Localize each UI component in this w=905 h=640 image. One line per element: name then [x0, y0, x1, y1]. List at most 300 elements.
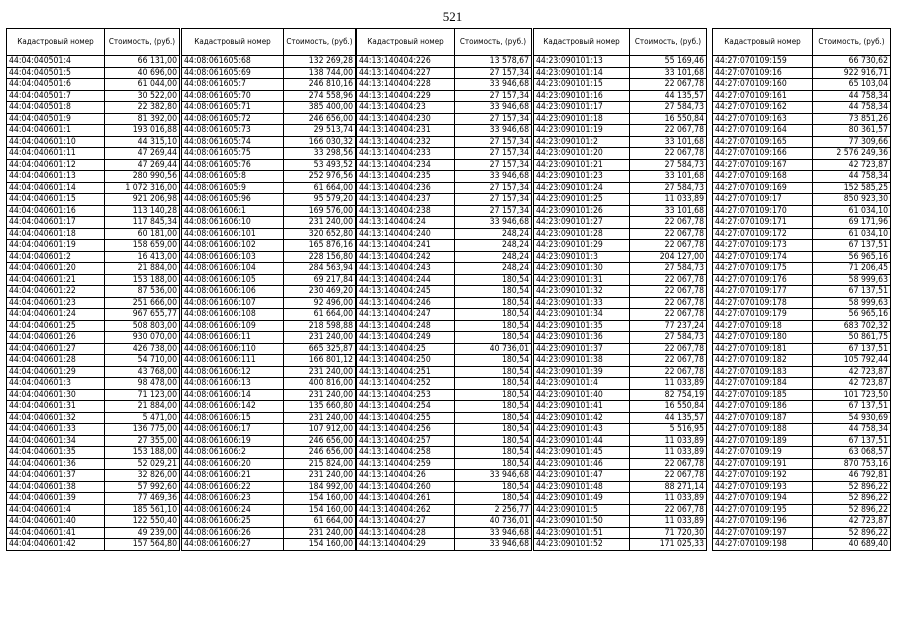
- cadastral-number-cell: 44:23:090101:48: [534, 481, 630, 493]
- cost-cell: 40 736,01: [455, 343, 532, 355]
- table-row: [7, 527, 180, 539]
- cost-cell: 922 916,71: [813, 67, 891, 79]
- table-row: [7, 332, 180, 344]
- cadastral-number-cell: 44:23:090101:51: [534, 527, 630, 539]
- header-cadastral-number: Кадастровый номер: [713, 29, 813, 56]
- cost-cell: 5 471,00: [105, 412, 180, 424]
- table-row: [357, 458, 532, 470]
- cost-cell: 22 067,78: [630, 309, 707, 321]
- cost-cell: 22 067,78: [630, 148, 707, 160]
- table-row: [182, 67, 356, 79]
- cost-cell: 166 030,32: [284, 136, 356, 148]
- cadastral-number-cell: 44:04:040501:5: [7, 67, 105, 79]
- header-cost: Стоимость, (руб.): [105, 29, 180, 56]
- cost-cell: 27 157,34: [455, 148, 532, 160]
- table-row: [534, 435, 707, 447]
- cadastral-number-cell: 44:13:140404:250: [357, 355, 455, 367]
- cost-cell: 185 561,10: [105, 504, 180, 516]
- cost-cell: 180,54: [455, 366, 532, 378]
- cost-cell: 22 067,78: [630, 504, 707, 516]
- cadastral-table: [712, 28, 891, 551]
- table-row: [357, 251, 532, 263]
- table-row: [357, 205, 532, 217]
- cadastral-number-cell: 44:13:140404:226: [357, 56, 455, 68]
- cadastral-number-cell: 44:23:090101:35: [534, 320, 630, 332]
- table-row: [7, 286, 180, 298]
- cadastral-number-cell: 44:08:061606:19: [182, 435, 284, 447]
- cost-cell: 13 578,67: [455, 56, 532, 68]
- cost-cell: 40 689,40: [813, 539, 891, 551]
- cost-cell: 11 033,89: [630, 435, 707, 447]
- cadastral-number-cell: 44:13:140404:252: [357, 378, 455, 390]
- cost-cell: 252 976,56: [284, 171, 356, 183]
- cost-cell: 61 664,00: [284, 516, 356, 528]
- cost-cell: 246 656,00: [284, 447, 356, 459]
- cadastral-number-cell: 44:27:070109:17: [713, 194, 813, 206]
- cost-cell: 27 157,34: [455, 194, 532, 206]
- table-row: [7, 401, 180, 413]
- cadastral-number-cell: 44:08:061605:74: [182, 136, 284, 148]
- cadastral-number-cell: 44:27:070109:176: [713, 274, 813, 286]
- table-row: [713, 286, 891, 298]
- cadastral-number-cell: 44:13:140404:261: [357, 493, 455, 505]
- cadastral-number-cell: 44:27:070109:163: [713, 113, 813, 125]
- cadastral-number-cell: 44:13:140404:243: [357, 263, 455, 275]
- cost-cell: 30 522,00: [105, 90, 180, 102]
- cadastral-number-cell: 44:08:061605:71: [182, 102, 284, 114]
- table-row: [534, 378, 707, 390]
- cadastral-number-cell: 44:27:070109:191: [713, 458, 813, 470]
- cadastral-number-cell: 44:08:061605:72: [182, 113, 284, 125]
- cadastral-number-cell: 44:23:090101:44: [534, 435, 630, 447]
- cost-cell: 152 585,25: [813, 182, 891, 194]
- cadastral-number-cell: 44:04:040601:40: [7, 516, 105, 528]
- cadastral-number-cell: 44:08:061606:102: [182, 240, 284, 252]
- cost-cell: 42 723,87: [813, 378, 891, 390]
- cost-cell: 136 775,00: [105, 424, 180, 436]
- table-row: [182, 332, 356, 344]
- cadastral-number-cell: 44:04:040601:3: [7, 378, 105, 390]
- cadastral-number-cell: 44:13:140404:235: [357, 171, 455, 183]
- cadastral-number-cell: 44:08:061606:106: [182, 286, 284, 298]
- cadastral-number-cell: 44:23:090101:46: [534, 458, 630, 470]
- cadastral-number-cell: 44:04:040601:20: [7, 263, 105, 275]
- cadastral-number-cell: 44:13:140404:262: [357, 504, 455, 516]
- cadastral-number-cell: 44:27:070109:193: [713, 481, 813, 493]
- cost-cell: 71 206,45: [813, 263, 891, 275]
- cadastral-number-cell: 44:13:140404:231: [357, 125, 455, 137]
- table-row: [357, 90, 532, 102]
- table-row: [713, 332, 891, 344]
- cost-cell: 61 034,10: [813, 228, 891, 240]
- header-cadastral-number: Кадастровый номер: [7, 29, 105, 56]
- cost-cell: 27 157,34: [455, 67, 532, 79]
- cadastral-number-cell: 44:27:070109:182: [713, 355, 813, 367]
- table-row: [7, 113, 180, 125]
- cost-cell: 56 965,16: [813, 251, 891, 263]
- table-row: [534, 194, 707, 206]
- table-row: [7, 493, 180, 505]
- cadastral-number-cell: 44:13:140404:244: [357, 274, 455, 286]
- table-row: [7, 182, 180, 194]
- cost-cell: 930 070,00: [105, 332, 180, 344]
- cost-cell: 40 736,01: [455, 516, 532, 528]
- cadastral-number-cell: 44:27:070109:170: [713, 205, 813, 217]
- cost-cell: 180,54: [455, 309, 532, 321]
- cost-cell: 58 999,63: [813, 274, 891, 286]
- cost-cell: 154 160,00: [284, 493, 356, 505]
- cadastral-number-cell: 44:13:140404:234: [357, 159, 455, 171]
- cadastral-number-cell: 44:23:090101:32: [534, 286, 630, 298]
- cadastral-number-cell: 44:04:040601:13: [7, 171, 105, 183]
- cadastral-number-cell: 44:04:040601:14: [7, 182, 105, 194]
- table-row: [713, 240, 891, 252]
- cadastral-number-cell: 44:04:040601:36: [7, 458, 105, 470]
- table-row: [534, 274, 707, 286]
- cost-cell: 52 029,21: [105, 458, 180, 470]
- cost-cell: 22 067,78: [630, 125, 707, 137]
- table-row: [534, 516, 707, 528]
- table-row: [357, 297, 532, 309]
- cadastral-number-cell: 44:13:140404:258: [357, 447, 455, 459]
- cadastral-number-cell: 44:27:070109:159: [713, 56, 813, 68]
- table-row: [534, 113, 707, 125]
- table-row: [534, 458, 707, 470]
- cost-cell: 280 990,56: [105, 171, 180, 183]
- cost-cell: 169 576,00: [284, 205, 356, 217]
- table-row: [534, 332, 707, 344]
- cadastral-number-cell: 44:23:090101:24: [534, 182, 630, 194]
- cost-cell: 22 067,78: [630, 297, 707, 309]
- table-row: [713, 90, 891, 102]
- table-row: [713, 171, 891, 183]
- header-row: [182, 29, 356, 56]
- table-row: [713, 504, 891, 516]
- table-row: [357, 447, 532, 459]
- cadastral-number-cell: 44:04:040601:21: [7, 274, 105, 286]
- table-row: [182, 389, 356, 401]
- cadastral-number-cell: 44:13:140404:236: [357, 182, 455, 194]
- cadastral-number-cell: 44:08:061605:7: [182, 79, 284, 91]
- cadastral-number-cell: 44:27:070109:173: [713, 240, 813, 252]
- cadastral-number-cell: 44:13:140404:260: [357, 481, 455, 493]
- cost-cell: 67 137,51: [813, 343, 891, 355]
- cadastral-number-cell: 44:04:040601:15: [7, 194, 105, 206]
- header-row: [357, 29, 532, 56]
- cost-cell: 248,24: [455, 240, 532, 252]
- cadastral-number-cell: 44:04:040501:8: [7, 102, 105, 114]
- cadastral-number-cell: 44:04:040601:12: [7, 159, 105, 171]
- cadastral-number-cell: 44:04:040601:17: [7, 217, 105, 229]
- table-row: [7, 343, 180, 355]
- table-row: [7, 366, 180, 378]
- table-row: [357, 435, 532, 447]
- cadastral-number-cell: 44:27:070109:197: [713, 527, 813, 539]
- cadastral-number-cell: 44:27:070109:162: [713, 102, 813, 114]
- cost-cell: 61 034,10: [813, 205, 891, 217]
- table-row: [357, 378, 532, 390]
- cadastral-number-cell: 44:23:090101:15: [534, 79, 630, 91]
- table-row: [534, 470, 707, 482]
- table-row: [7, 539, 180, 551]
- table-row: [534, 389, 707, 401]
- table-row: [357, 79, 532, 91]
- cost-cell: 27 584,73: [630, 102, 707, 114]
- cadastral-number-cell: 44:08:061606:23: [182, 493, 284, 505]
- cost-cell: 33 101,68: [630, 205, 707, 217]
- cost-cell: 117 845,34: [105, 217, 180, 229]
- cost-cell: 44 135,57: [630, 90, 707, 102]
- cadastral-number-cell: 44:08:061606:105: [182, 274, 284, 286]
- header-cadastral-number: Кадастровый номер: [182, 29, 284, 56]
- cadastral-number-cell: 44:08:061606:104: [182, 263, 284, 275]
- cadastral-number-cell: 44:13:140404:228: [357, 79, 455, 91]
- cadastral-number-cell: 44:08:061606:25: [182, 516, 284, 528]
- table-row: [713, 67, 891, 79]
- table-row: [534, 102, 707, 114]
- cadastral-number-cell: 44:04:040601:1: [7, 125, 105, 137]
- table-row: [182, 251, 356, 263]
- table-row: [182, 401, 356, 413]
- cadastral-number-cell: 44:04:040601:33: [7, 424, 105, 436]
- cadastral-number-cell: 44:27:070109:186: [713, 401, 813, 413]
- cadastral-number-cell: 44:04:040601:39: [7, 493, 105, 505]
- cadastral-number-cell: 44:08:061606:17: [182, 424, 284, 436]
- cost-cell: 180,54: [455, 389, 532, 401]
- cost-cell: 42 723,87: [813, 516, 891, 528]
- cadastral-table: [356, 28, 532, 551]
- table-row: [182, 481, 356, 493]
- cadastral-number-cell: 44:13:140404:240: [357, 228, 455, 240]
- cost-cell: 81 392,00: [105, 113, 180, 125]
- table-row: [7, 194, 180, 206]
- table-row: [7, 481, 180, 493]
- table-row: [7, 389, 180, 401]
- table-row: [534, 251, 707, 263]
- cost-cell: 231 240,00: [284, 470, 356, 482]
- cadastral-number-cell: 44:08:061605:96: [182, 194, 284, 206]
- cadastral-number-cell: 44:04:040601:27: [7, 343, 105, 355]
- table-row: [7, 228, 180, 240]
- table-row: [357, 481, 532, 493]
- cadastral-number-cell: 44:23:090101:30: [534, 263, 630, 275]
- cost-cell: 157 564,80: [105, 539, 180, 551]
- table-row: [534, 504, 707, 516]
- page-number: 521: [442, 9, 463, 24]
- cost-cell: 65 103,04: [813, 79, 891, 91]
- cadastral-number-cell: 44:04:040501:7: [7, 90, 105, 102]
- cadastral-number-cell: 44:13:140404:232: [357, 136, 455, 148]
- cost-cell: 22 067,78: [630, 240, 707, 252]
- cost-cell: 2 576 249,36: [813, 148, 891, 160]
- table-row: [182, 286, 356, 298]
- cost-cell: 180,54: [455, 286, 532, 298]
- cadastral-number-cell: 44:27:070109:19: [713, 447, 813, 459]
- table-row: [7, 274, 180, 286]
- table-row: [357, 171, 532, 183]
- cost-cell: 32 826,00: [105, 470, 180, 482]
- table-row: [713, 113, 891, 125]
- cost-cell: 33 946,68: [455, 217, 532, 229]
- cost-cell: 154 160,00: [284, 504, 356, 516]
- cadastral-number-cell: 44:08:061606:142: [182, 401, 284, 413]
- cost-cell: 33 946,68: [455, 102, 532, 114]
- table-row: [357, 240, 532, 252]
- cadastral-number-cell: 44:08:061606:27: [182, 539, 284, 551]
- cost-cell: 69 171,96: [813, 217, 891, 229]
- table-row: [357, 136, 532, 148]
- table-row: [357, 412, 532, 424]
- table-row: [713, 343, 891, 355]
- cadastral-number-cell: 44:04:040601:34: [7, 435, 105, 447]
- table-row: [357, 355, 532, 367]
- table-row: [713, 205, 891, 217]
- cost-cell: 165 876,16: [284, 240, 356, 252]
- cadastral-number-cell: 44:23:090101:34: [534, 309, 630, 321]
- cost-cell: 60 181,00: [105, 228, 180, 240]
- table-row: [534, 171, 707, 183]
- cadastral-number-cell: 44:08:061606:11: [182, 332, 284, 344]
- table-row: [182, 343, 356, 355]
- cadastral-number-cell: 44:23:090101:18: [534, 113, 630, 125]
- cadastral-number-cell: 44:08:061605:68: [182, 56, 284, 68]
- table-row: [357, 56, 532, 68]
- cost-cell: 132 269,28: [284, 56, 356, 68]
- table-row: [713, 366, 891, 378]
- table-row: [7, 240, 180, 252]
- cadastral-number-cell: 44:13:140404:26: [357, 470, 455, 482]
- table-row: [713, 217, 891, 229]
- cadastral-number-cell: 44:04:040601:30: [7, 389, 105, 401]
- table-row: [713, 297, 891, 309]
- header-cost: Стоимость, (руб.): [813, 29, 891, 56]
- table-row: [182, 458, 356, 470]
- cadastral-number-cell: 44:13:140404:242: [357, 251, 455, 263]
- cost-cell: 44 758,34: [813, 102, 891, 114]
- table-row: [534, 412, 707, 424]
- cadastral-number-cell: 44:27:070109:164: [713, 125, 813, 137]
- table-row: [713, 401, 891, 413]
- cadastral-number-cell: 44:23:090101:52: [534, 539, 630, 551]
- table-row: [182, 171, 356, 183]
- cadastral-number-cell: 44:04:040601:22: [7, 286, 105, 298]
- table-row: [182, 320, 356, 332]
- cost-cell: 22 067,78: [630, 79, 707, 91]
- cadastral-number-cell: 44:27:070109:169: [713, 182, 813, 194]
- table-row: [713, 470, 891, 482]
- cost-cell: 284 563,94: [284, 263, 356, 275]
- cadastral-number-cell: 44:04:040601:37: [7, 470, 105, 482]
- cadastral-number-cell: 44:23:090101:36: [534, 332, 630, 344]
- table-row: [182, 355, 356, 367]
- cadastral-number-cell: 44:23:090101:4: [534, 378, 630, 390]
- table-row: [182, 56, 356, 68]
- cadastral-number-cell: 44:23:090101:29: [534, 240, 630, 252]
- cost-cell: 683 702,32: [813, 320, 891, 332]
- cost-cell: 11 033,89: [630, 493, 707, 505]
- cadastral-number-cell: 44:08:061605:9: [182, 182, 284, 194]
- table-row: [713, 263, 891, 275]
- cadastral-number-cell: 44:27:070109:172: [713, 228, 813, 240]
- cost-cell: 71 720,30: [630, 527, 707, 539]
- cost-cell: 27 157,34: [455, 182, 532, 194]
- table-row: [713, 435, 891, 447]
- cost-cell: 77 309,66: [813, 136, 891, 148]
- table-row: [7, 125, 180, 137]
- cadastral-number-cell: 44:27:070109:195: [713, 504, 813, 516]
- table-row: [357, 194, 532, 206]
- cadastral-number-cell: 44:04:040501:6: [7, 79, 105, 91]
- table-row: [7, 56, 180, 68]
- cost-cell: 22 067,78: [630, 228, 707, 240]
- cost-cell: 42 723,87: [813, 366, 891, 378]
- cadastral-table: [6, 28, 180, 551]
- cadastral-number-cell: 44:08:061606:101: [182, 228, 284, 240]
- cadastral-number-cell: 44:23:090101:25: [534, 194, 630, 206]
- cost-cell: 180,54: [455, 412, 532, 424]
- cadastral-number-cell: 44:23:090101:3: [534, 251, 630, 263]
- header-row: [7, 29, 180, 56]
- cost-cell: 16 550,84: [630, 113, 707, 125]
- table-row: [182, 148, 356, 160]
- table-row: [182, 504, 356, 516]
- cost-cell: 53 493,52: [284, 159, 356, 171]
- cost-cell: 870 753,16: [813, 458, 891, 470]
- cost-cell: 180,54: [455, 320, 532, 332]
- cost-cell: 246 656,00: [284, 435, 356, 447]
- cost-cell: 27 584,73: [630, 182, 707, 194]
- cost-cell: 180,54: [455, 378, 532, 390]
- cadastral-number-cell: 44:27:070109:185: [713, 389, 813, 401]
- table-row: [7, 159, 180, 171]
- table-row: [182, 527, 356, 539]
- header-cost: Стоимость, (руб.): [284, 29, 356, 56]
- cadastral-number-cell: 44:23:090101:39: [534, 366, 630, 378]
- header-cadastral-number: Кадастровый номер: [357, 29, 455, 56]
- table-row: [534, 401, 707, 413]
- table-row: [713, 412, 891, 424]
- cost-cell: 80 361,57: [813, 125, 891, 137]
- cost-cell: 967 655,77: [105, 309, 180, 321]
- table-row: [713, 516, 891, 528]
- cost-cell: 231 240,00: [284, 217, 356, 229]
- cost-cell: 63 068,57: [813, 447, 891, 459]
- cadastral-number-cell: 44:27:070109:166: [713, 148, 813, 160]
- cost-cell: 231 240,00: [284, 389, 356, 401]
- cost-cell: 27 157,34: [455, 136, 532, 148]
- cost-cell: 47 269,44: [105, 148, 180, 160]
- table-row: [182, 539, 356, 551]
- cost-cell: 44 758,34: [813, 424, 891, 436]
- cost-cell: 46 792,81: [813, 470, 891, 482]
- cadastral-number-cell: 44:13:140404:251: [357, 366, 455, 378]
- table-row: [182, 274, 356, 286]
- cadastral-number-cell: 44:04:040601:31: [7, 401, 105, 413]
- cadastral-number-cell: 44:13:140404:233: [357, 148, 455, 160]
- table-row: [7, 516, 180, 528]
- cost-cell: 180,54: [455, 481, 532, 493]
- table-row: [7, 320, 180, 332]
- cost-cell: 21 884,00: [105, 263, 180, 275]
- cost-cell: 105 792,44: [813, 355, 891, 367]
- cost-cell: 665 325,87: [284, 343, 356, 355]
- cadastral-number-cell: 44:23:090101:31: [534, 274, 630, 286]
- cost-cell: 27 584,73: [630, 332, 707, 344]
- table-row: [7, 355, 180, 367]
- cost-cell: 11 033,89: [630, 516, 707, 528]
- cadastral-number-cell: 44:04:040601:10: [7, 136, 105, 148]
- cadastral-number-cell: 44:27:070109:181: [713, 343, 813, 355]
